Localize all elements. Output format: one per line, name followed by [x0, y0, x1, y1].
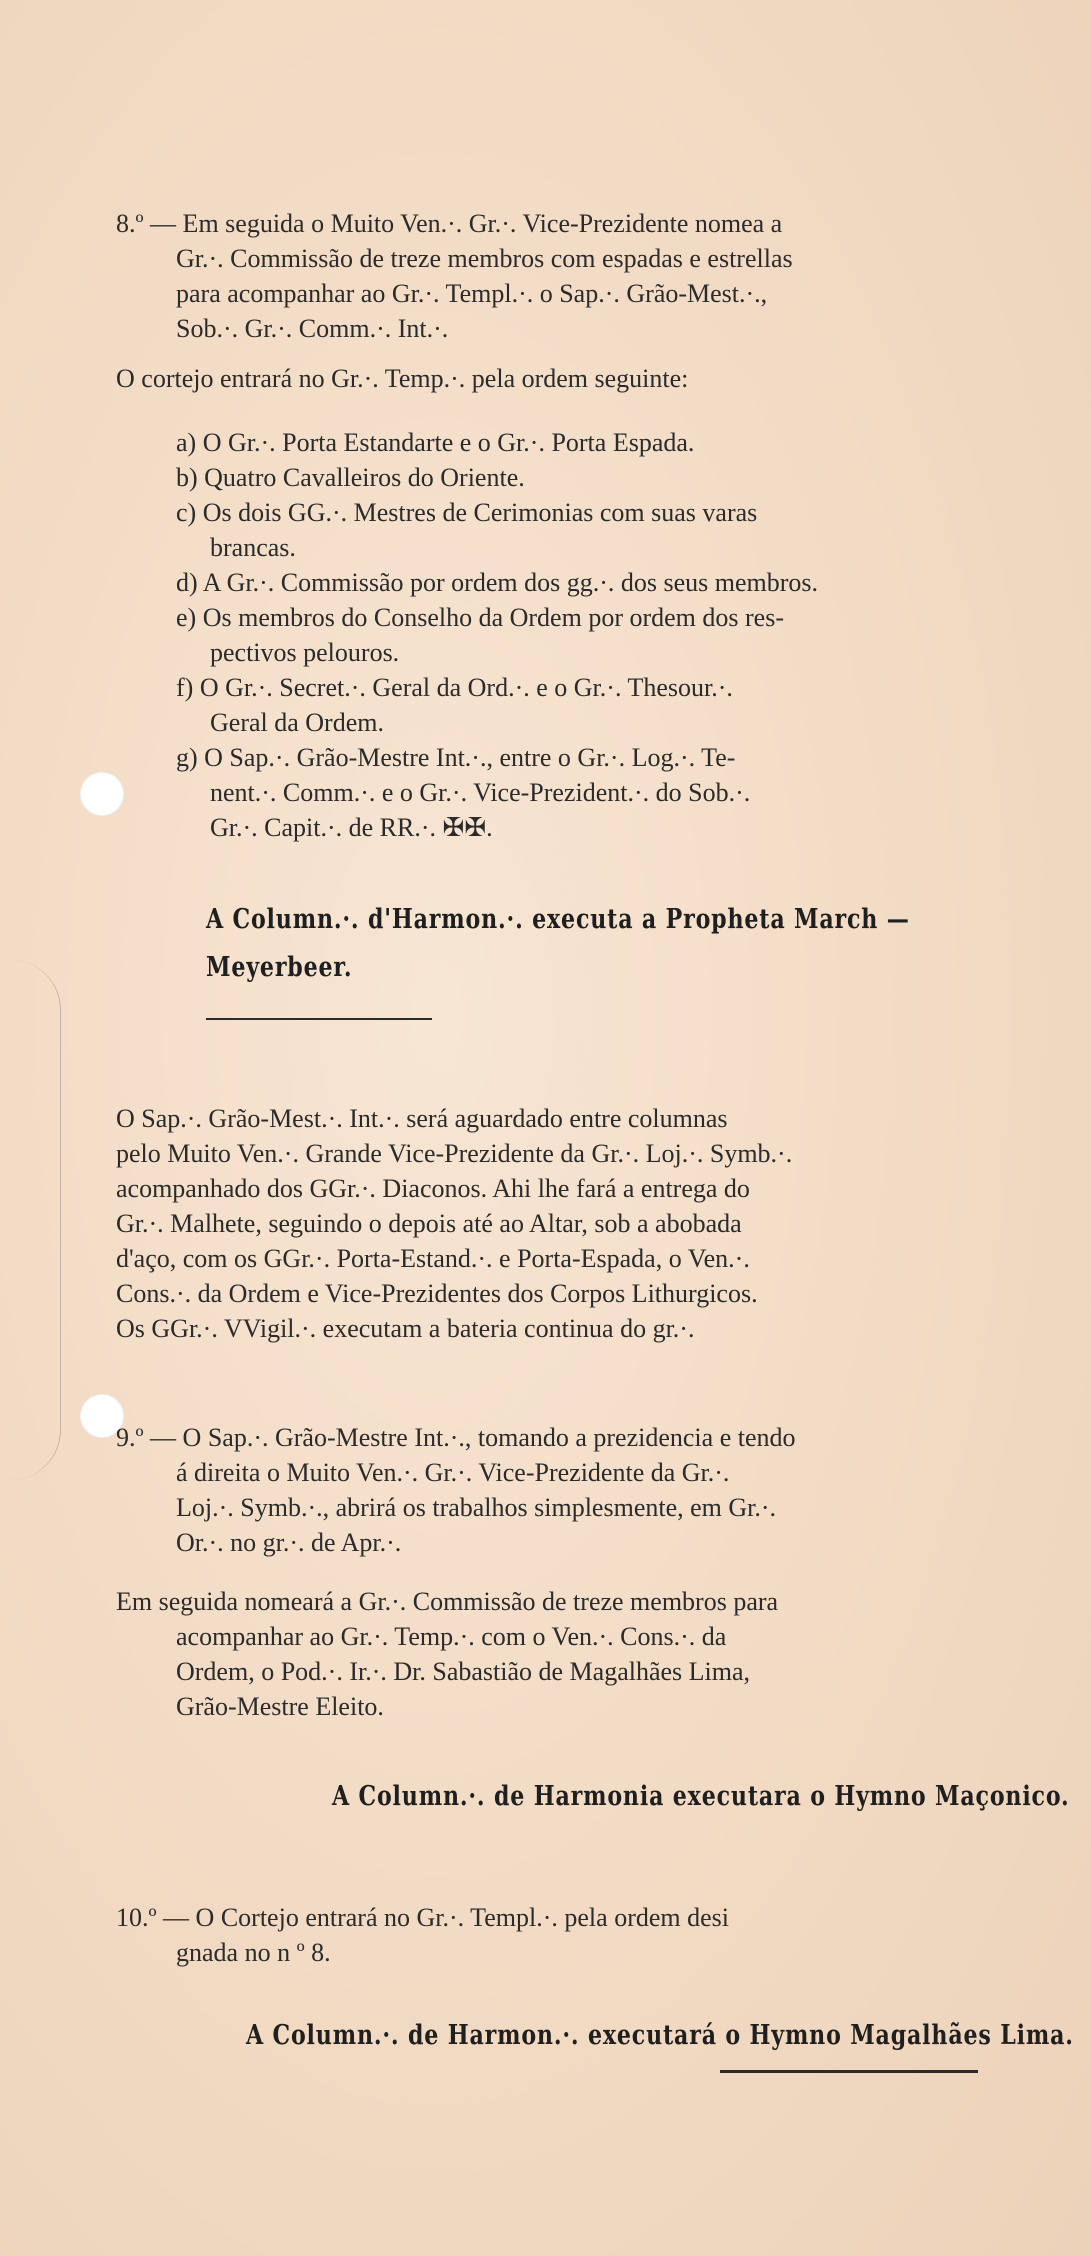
music-note-1-line1: A Column.·. d'Harmon.·. executa a Propheta March —: [206, 904, 910, 935]
nomeara-line3: Ordem, o Pod.·. Ir.·. Dr. Sabastião de Magalhães Lima,: [176, 1657, 751, 1686]
music-note-1-line2: Meyerbeer.: [206, 952, 353, 983]
music-note-2: A Column.·. de Harmonia executara o Hymno Maçonico.: [332, 1781, 1070, 1812]
order-item-g-cont2: Gr.·. Capit.·. de RR.·. ✠✠.: [210, 813, 493, 842]
page-fold-line: [0, 960, 61, 1480]
item8-line4: Sob.·. Gr.·. Comm.·. Int.·.: [176, 314, 449, 343]
underline-rule: [720, 2070, 978, 2073]
sap-para-line2: pelo Muito Ven.·. Grande Vice-Prezidente da Gr.·. Loj.·. Symb.·.: [116, 1139, 793, 1168]
order-item-e-cont: pectivos pelouros.: [210, 638, 400, 667]
item8-line2: Gr.·. Commissão de treze membros com espadas e estrellas: [176, 244, 793, 273]
item9-line4: Or.·. no gr.·. de Apr.·.: [176, 1528, 402, 1557]
item9-line1: 9.º — O Sap.·. Grão-Mestre Int.·., tomando a prezidencia e tendo: [116, 1423, 796, 1452]
sap-para-line6: Cons.·. da Ordem e Vice-Prezidentes dos Corpos Lithurgicos.: [116, 1279, 758, 1308]
order-item-g: g) O Sap.·. Grão-Mestre Int.·., entre o Gr.·. Log.·. Te-: [176, 743, 736, 772]
order-item-d: d) A Gr.·. Commissão por ordem dos gg.·. dos seus membros.: [176, 568, 819, 597]
order-item-e: e) Os membros do Conselho da Ordem por ordem dos res-: [176, 603, 784, 632]
order-item-g-cont1: nent.·. Comm.·. e o Gr.·. Vice-Prezident.·. do Sob.·.: [210, 778, 751, 807]
order-item-f: f) O Gr.·. Secret.·. Geral da Ord.·. e o Gr.·. Thesour.·.: [176, 673, 733, 702]
order-item-c: c) Os dois GG.·. Mestres de Cerimonias com suas varas: [176, 498, 758, 527]
item9-line2: á direita o Muito Ven.·. Gr.·. Vice-Prezidente da Gr.·.: [176, 1458, 730, 1487]
item8-line3: para acompanhar ao Gr.·. Templ.·. o Sap.·. Grão-Mest.·.,: [176, 279, 768, 308]
sap-para-line7: Os GGr.·. VVigil.·. executam a bateria continua do gr.·.: [116, 1314, 695, 1343]
item9-line3: Loj.·. Symb.·., abrirá os trabalhos simplesmente, em Gr.·.: [176, 1493, 777, 1522]
sap-para-line4: Gr.·. Malhete, seguindo o depois até ao Altar, sob a abobada: [116, 1209, 742, 1238]
item8-line1: 8.º — Em seguida o Muito Ven.·. Gr.·. Vice-Prezidente nomea a: [116, 209, 783, 238]
nomeara-line4: Grão-Mestre Eleito.: [176, 1692, 384, 1721]
sap-para-line3: acompanhado dos GGr.·. Diaconos. Ahi lhe fará a entrega do: [116, 1174, 750, 1203]
item10-line1: 10.º — O Cortejo entrará no Gr.·. Templ.·. pela ordem desi: [116, 1903, 729, 1932]
divider-rule: [206, 1018, 432, 1020]
order-item-b: b) Quatro Cavalleiros do Oriente.: [176, 463, 525, 492]
punch-hole: [80, 772, 124, 816]
item10-line2: gnada no n º 8.: [176, 1938, 331, 1967]
music-note-3: A Column.·. de Harmon.·. executará o Hymno Magalhães Lima.: [246, 2020, 1074, 2051]
nomeara-line2: acompanhar ao Gr.·. Temp.·. com o Ven.·. Cons.·. da: [176, 1622, 727, 1651]
sap-para-line1: O Sap.·. Grão-Mest.·. Int.·. será aguardado entre columnas: [116, 1104, 728, 1133]
order-item-a: a) O Gr.·. Porta Estandarte e o Gr.·. Porta Espada.: [176, 428, 695, 457]
order-item-c-cont: brancas.: [210, 533, 296, 562]
cortejo-intro: O cortejo entrará no Gr.·. Temp.·. pela ordem seguinte:: [116, 364, 689, 393]
order-item-f-cont: Geral da Ordem.: [210, 708, 384, 737]
sap-para-line5: d'aço, com os GGr.·. Porta-Estand.·. e Porta-Espada, o Ven.·.: [116, 1244, 750, 1273]
nomeara-line1: Em seguida nomeará a Gr.·. Commissão de treze membros para: [116, 1587, 779, 1616]
